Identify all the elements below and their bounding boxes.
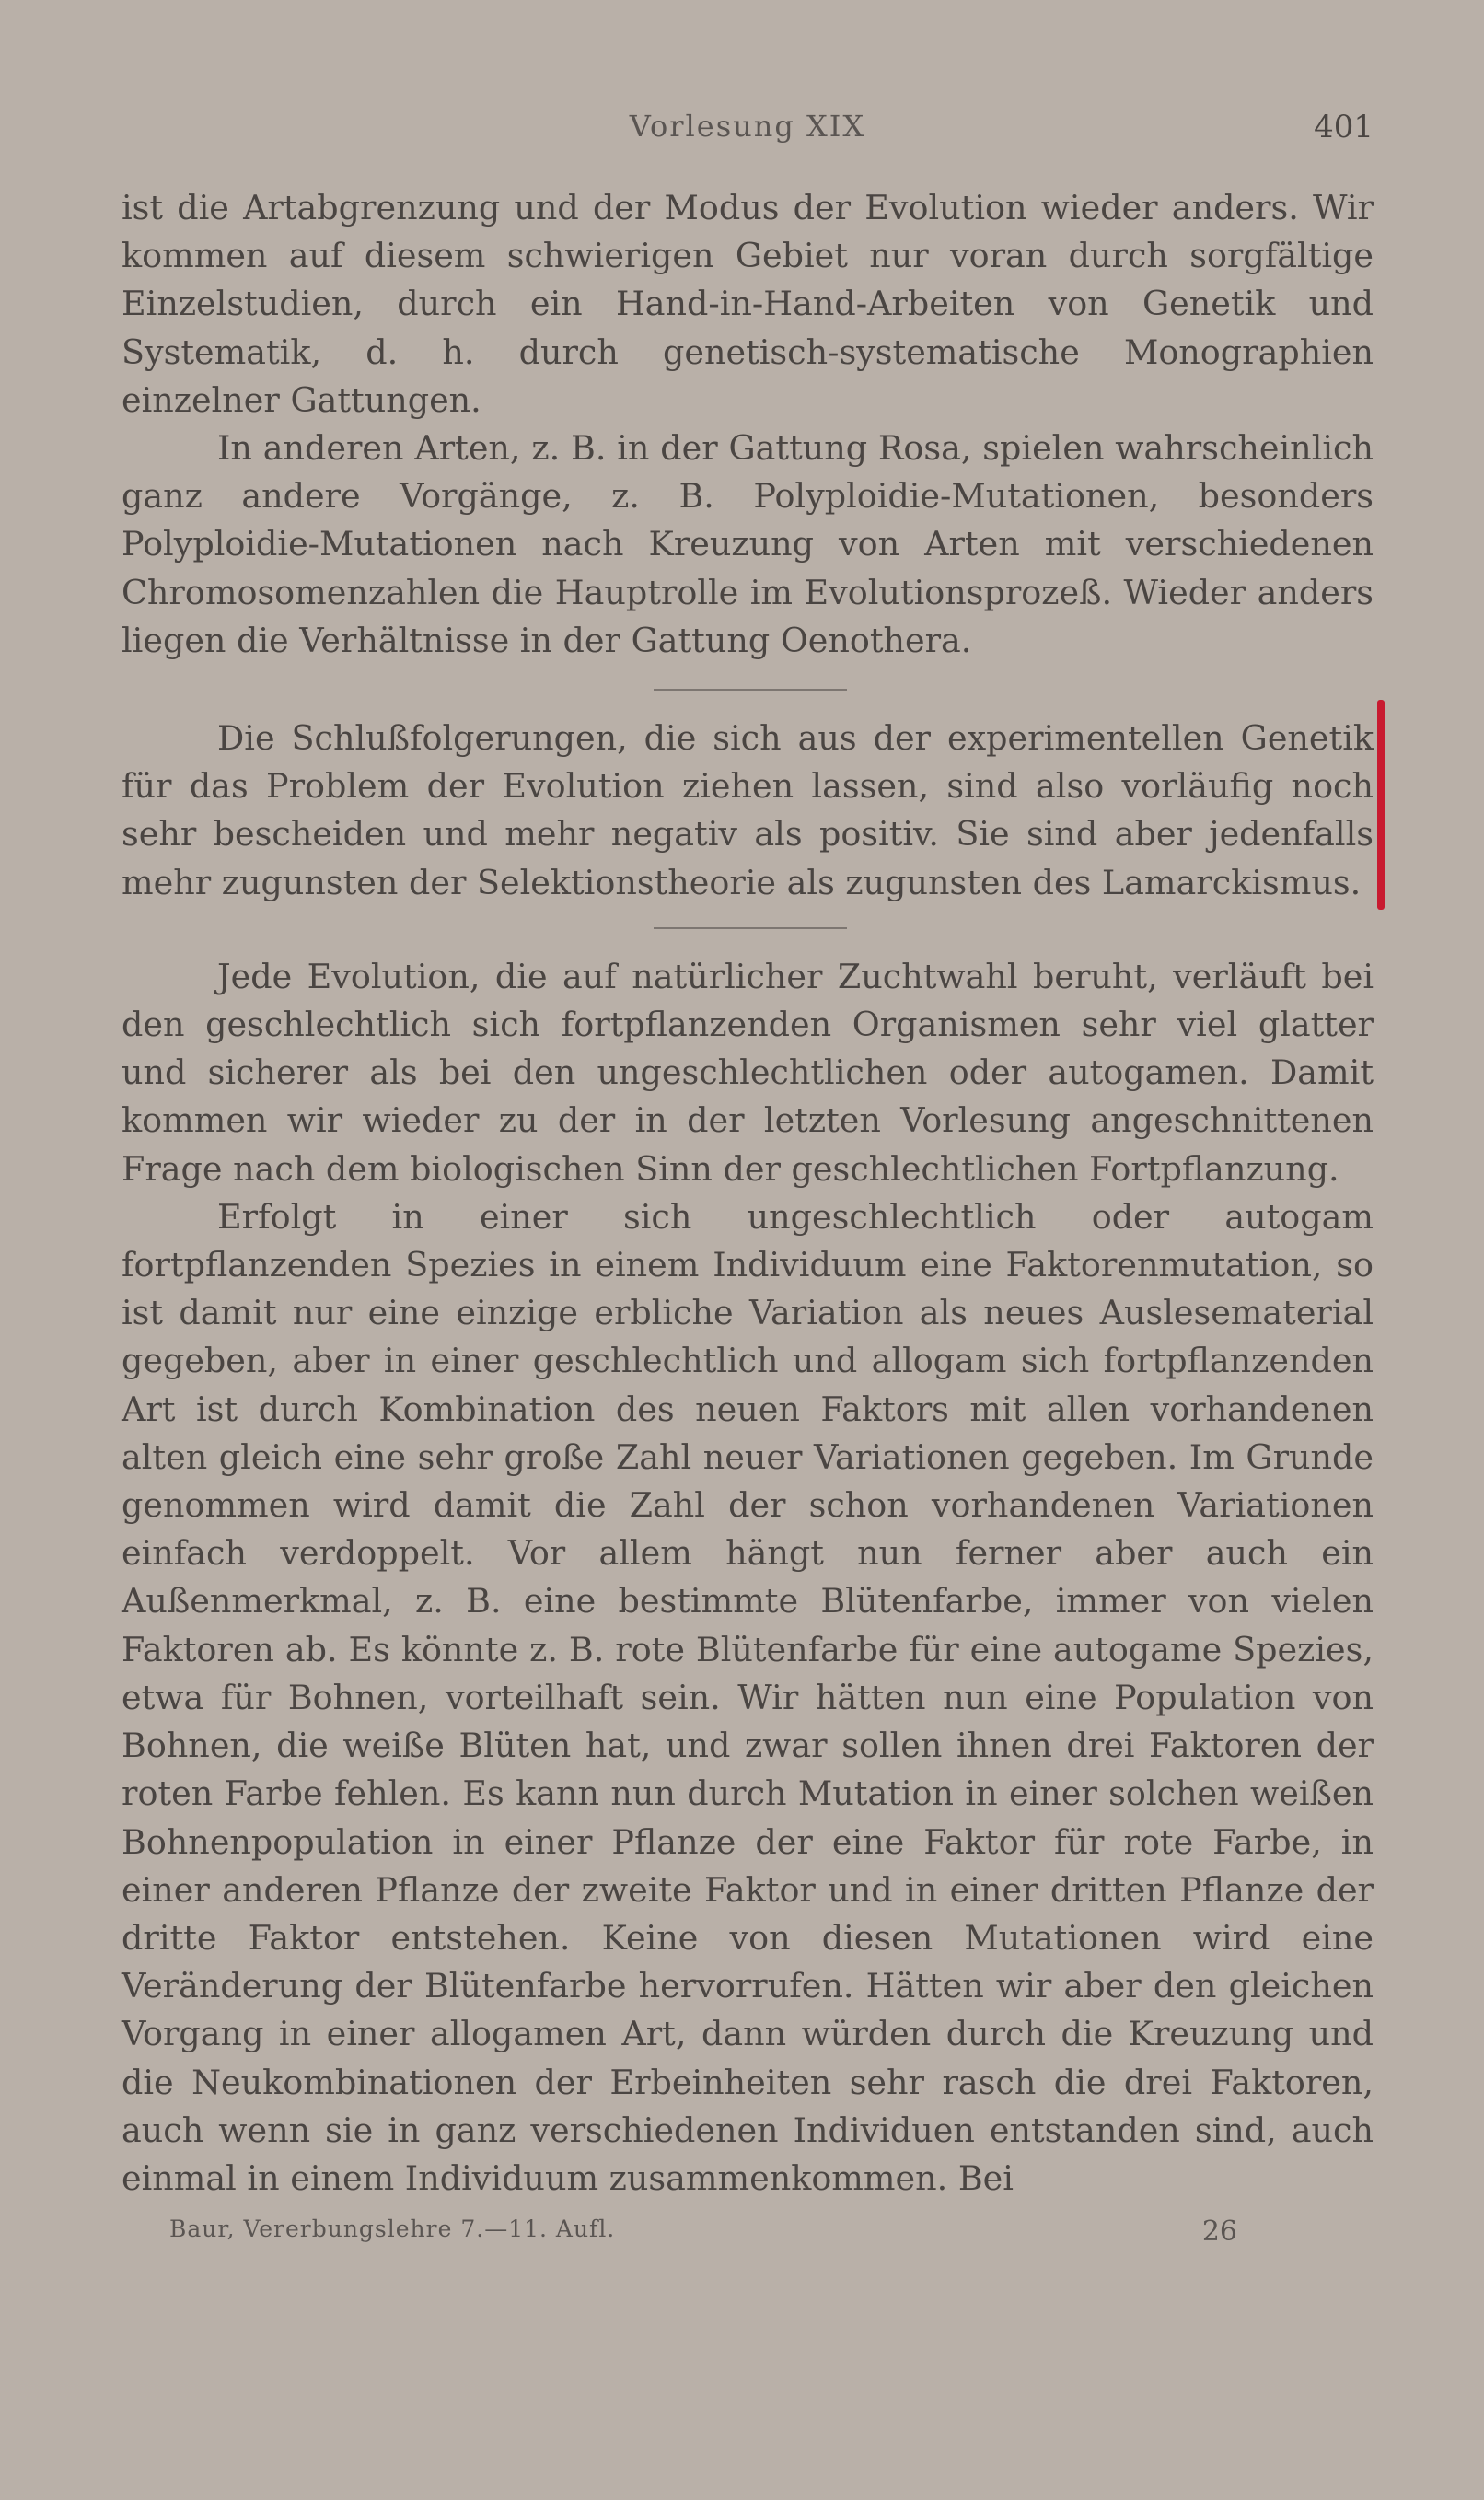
paragraph-evolution: Jede Evolution, die auf natürlicher Zuchtwahl beruht, verläuft bei den geschlechtlich sich fortpflanzenden Organismen sehr viel glatter und sicherer als bei den ungeschlechtlichen oder autogamen. Damit kommen wir wieder zu der in der letzten Vorlesung angeschnittenen Frage nach dem biologischen Sinn der geschlechtlichen Fortpflanzung. (122, 956, 1374, 1189)
paragraph-conclusions: Die Schlußfolgerungen, die sich aus der experimentellen Genetik für das Problem der Evolution ziehen lassen, sind also vorläufig noch sehr bescheiden und mehr negativ als positiv. Sie sind aber jedenfalls mehr zugunsten der Selektionstheorie als zugunsten des Lamarckismus. (122, 718, 1374, 902)
section-divider (654, 927, 847, 929)
paragraph-continuation: ist die Artabgrenzung und der Modus der Evolution wieder anders. Wir kommen auf diesem schwierigen Gebiet nur voran durch sorgfältige Einzelstudien, durch ein Hand-in-Hand-Arbeiten von Genetik und Systematik, d. h. durch genetisch-systematische Monographien einzelner Gattungen. (122, 188, 1374, 420)
red-margin-mark (1377, 700, 1385, 910)
marked-passage (122, 715, 1374, 907)
page-header (122, 109, 1374, 155)
paragraph-rosa-oenothera: In anderen Arten, z. B. in der Gattung Rosa, spielen wahrscheinlich ganz andere Vorgänge, z. B. Polyploidie-Mutationen, besonders Polyploidie-Mutationen nach Kreuzung von Arten mit verschiedenen Chromosomenzahlen die Hauptrolle im Evolutionsprozeß. Wieder anders liegen die Verhältnisse in der Gattung Oenothera. (122, 428, 1374, 660)
paragraph-mutation: Erfolgt in einer sich ungeschlechtlich oder autogam fortpflanzenden Spezies in einem Individuum eine Faktorenmutation, so ist damit nur eine einzige erbliche Variation als neues Auslesematerial gegeben, aber in einer geschlechtlich und allogam sich fortpflanzenden Art ist durch Kombination des neuen Faktors mit allen vorhandenen alten gleich eine sehr große Zahl neuer Variationen gegeben. Im Grunde genommen wird damit die Zahl der schon vorhandenen Variationen einfach verdoppelt. Vor allem hängt nun ferner aber auch ein Außenmerkmal, z. B. eine bestimmte Blütenfarbe, immer von vielen Faktoren ab. Es könnte z. B. rote Blütenfarbe für eine autogame Spezies, etwa für Bohnen, vorteilhaft sein. Wir hätten nun eine Population von Bohnen, die weiße Blüten hat, und zwar sollen ihnen drei Faktoren der roten Farbe fehlen. Es kann nun durch Mutation in einer solchen weißen Bohnenpopulation in einer Pflanze der eine Faktor für rote Farbe, in einer anderen Pflanze der zweite Faktor und in einer dritten Pflanze der dritte Faktor entstehen. Keine von diesen Mutationen wird eine Veränderung der Blütenfarbe hervorrufen. Hätten wir aber den gleichen Vorgang in einer allogamen Art, dann würden durch die Kreuzung und die Neukombinationen der Erbeinheiten sehr rasch die drei Faktoren, auch wenn sie in ganz verschiedenen Individuen entstanden sind, auch einmal in einem Individuum zusammenkommen. Bei (122, 1196, 1374, 2198)
page-footer (169, 2215, 1237, 2252)
page-body (122, 184, 1374, 2203)
section-divider (654, 689, 847, 691)
signature-line: Baur, Vererbungslehre 7.—11. Aufl. (169, 2215, 616, 2242)
running-head: Vorlesung XIX (629, 109, 866, 144)
sheet-number: 26 (1201, 2215, 1237, 2248)
page-number: 401 (1314, 109, 1374, 145)
